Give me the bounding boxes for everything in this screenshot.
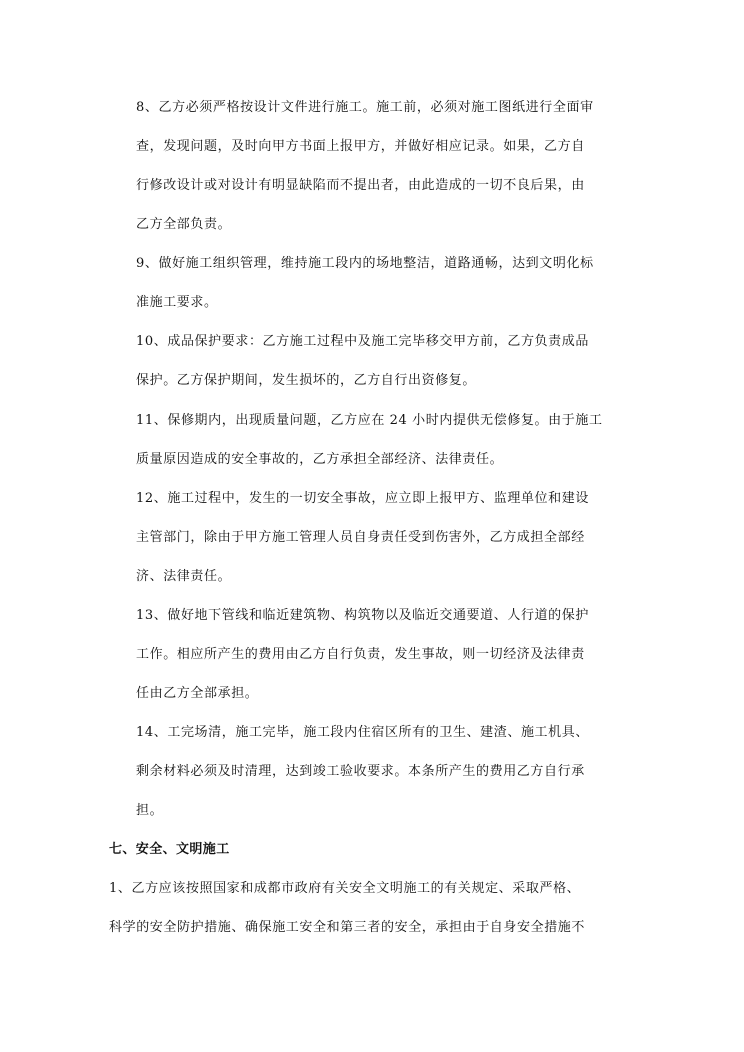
item-8-line-1: 8、乙方必须严格按设计文件进行施工。施工前，必须对施工图纸进行全面审 [136, 100, 594, 115]
item-12-line-1: 12、施工过程中，发生的一切安全事故，应立即上报甲方、监理单位和建设 [136, 491, 589, 506]
item-13-line-1: 13、做好地下管线和临近建筑物、构筑物以及临近交通要道、人行道的保护 [136, 608, 589, 623]
item-12-line-2: 主管部门，除由于甲方施工管理人员自身责任受到伤害外，乙方成担全部经 [136, 530, 585, 545]
item-11-line-1: 11、保修期内，出现质量问题，乙方应在 24 小时内提供无偿修复。由于施工 [136, 413, 603, 428]
section7-item-1-line-1: 1、乙方应该按照国家和成都市政府有关安全文明施工的有关规定、采取严格、 [109, 881, 581, 896]
item-14-line-2: 剩余材料必须及时清理，达到竣工验收要求。本条所产生的费用乙方自行承 [136, 764, 585, 779]
item-14-line-1: 14、工完场清，施工完毕，施工段内住宿区所有的卫生、建渣、施工机具、 [136, 725, 589, 740]
item-9-line-2: 准施工要求。 [136, 295, 218, 310]
item-11-line-2: 质量原因造成的安全事故的，乙方承担全部经济、法律责任。 [136, 452, 504, 467]
section-heading: 七、安全、文明施工 [109, 842, 230, 857]
item-10-line-1: 10、成品保护要求：乙方施工过程中及施工完毕移交甲方前，乙方负责成品 [136, 334, 589, 349]
item-9-line-1: 9、做好施工组织管理，维持施工段内的场地整洁，道路通畅，达到文明化标 [136, 256, 594, 271]
item-14-line-3: 担。 [136, 803, 164, 818]
item-13-line-3: 任由乙方全部承担。 [136, 686, 259, 701]
item-12-line-3: 济、法律责任。 [136, 569, 232, 584]
item-8-line-4: 乙方全部负责。 [136, 217, 232, 232]
item-13-line-2: 工作。相应所产生的费用由乙方自行负责，发生事故，则一切经济及法律责 [136, 647, 585, 662]
item-10-line-2: 保护。乙方保护期间，发生损坏的，乙方自行出资修复。 [136, 373, 477, 388]
item-8-line-2: 查，发现问题，及时向甲方书面上报甲方，并做好相应记录。如果，乙方自 [136, 139, 585, 154]
section7-item-1-line-2: 科学的安全防护措施、确保施工安全和第三者的安全，承担由于自身安全措施不 [109, 920, 586, 935]
item-8-line-3: 行修改设计或对设计有明显缺陷而不提出者，由此造成的一切不良后果，由 [136, 178, 585, 193]
